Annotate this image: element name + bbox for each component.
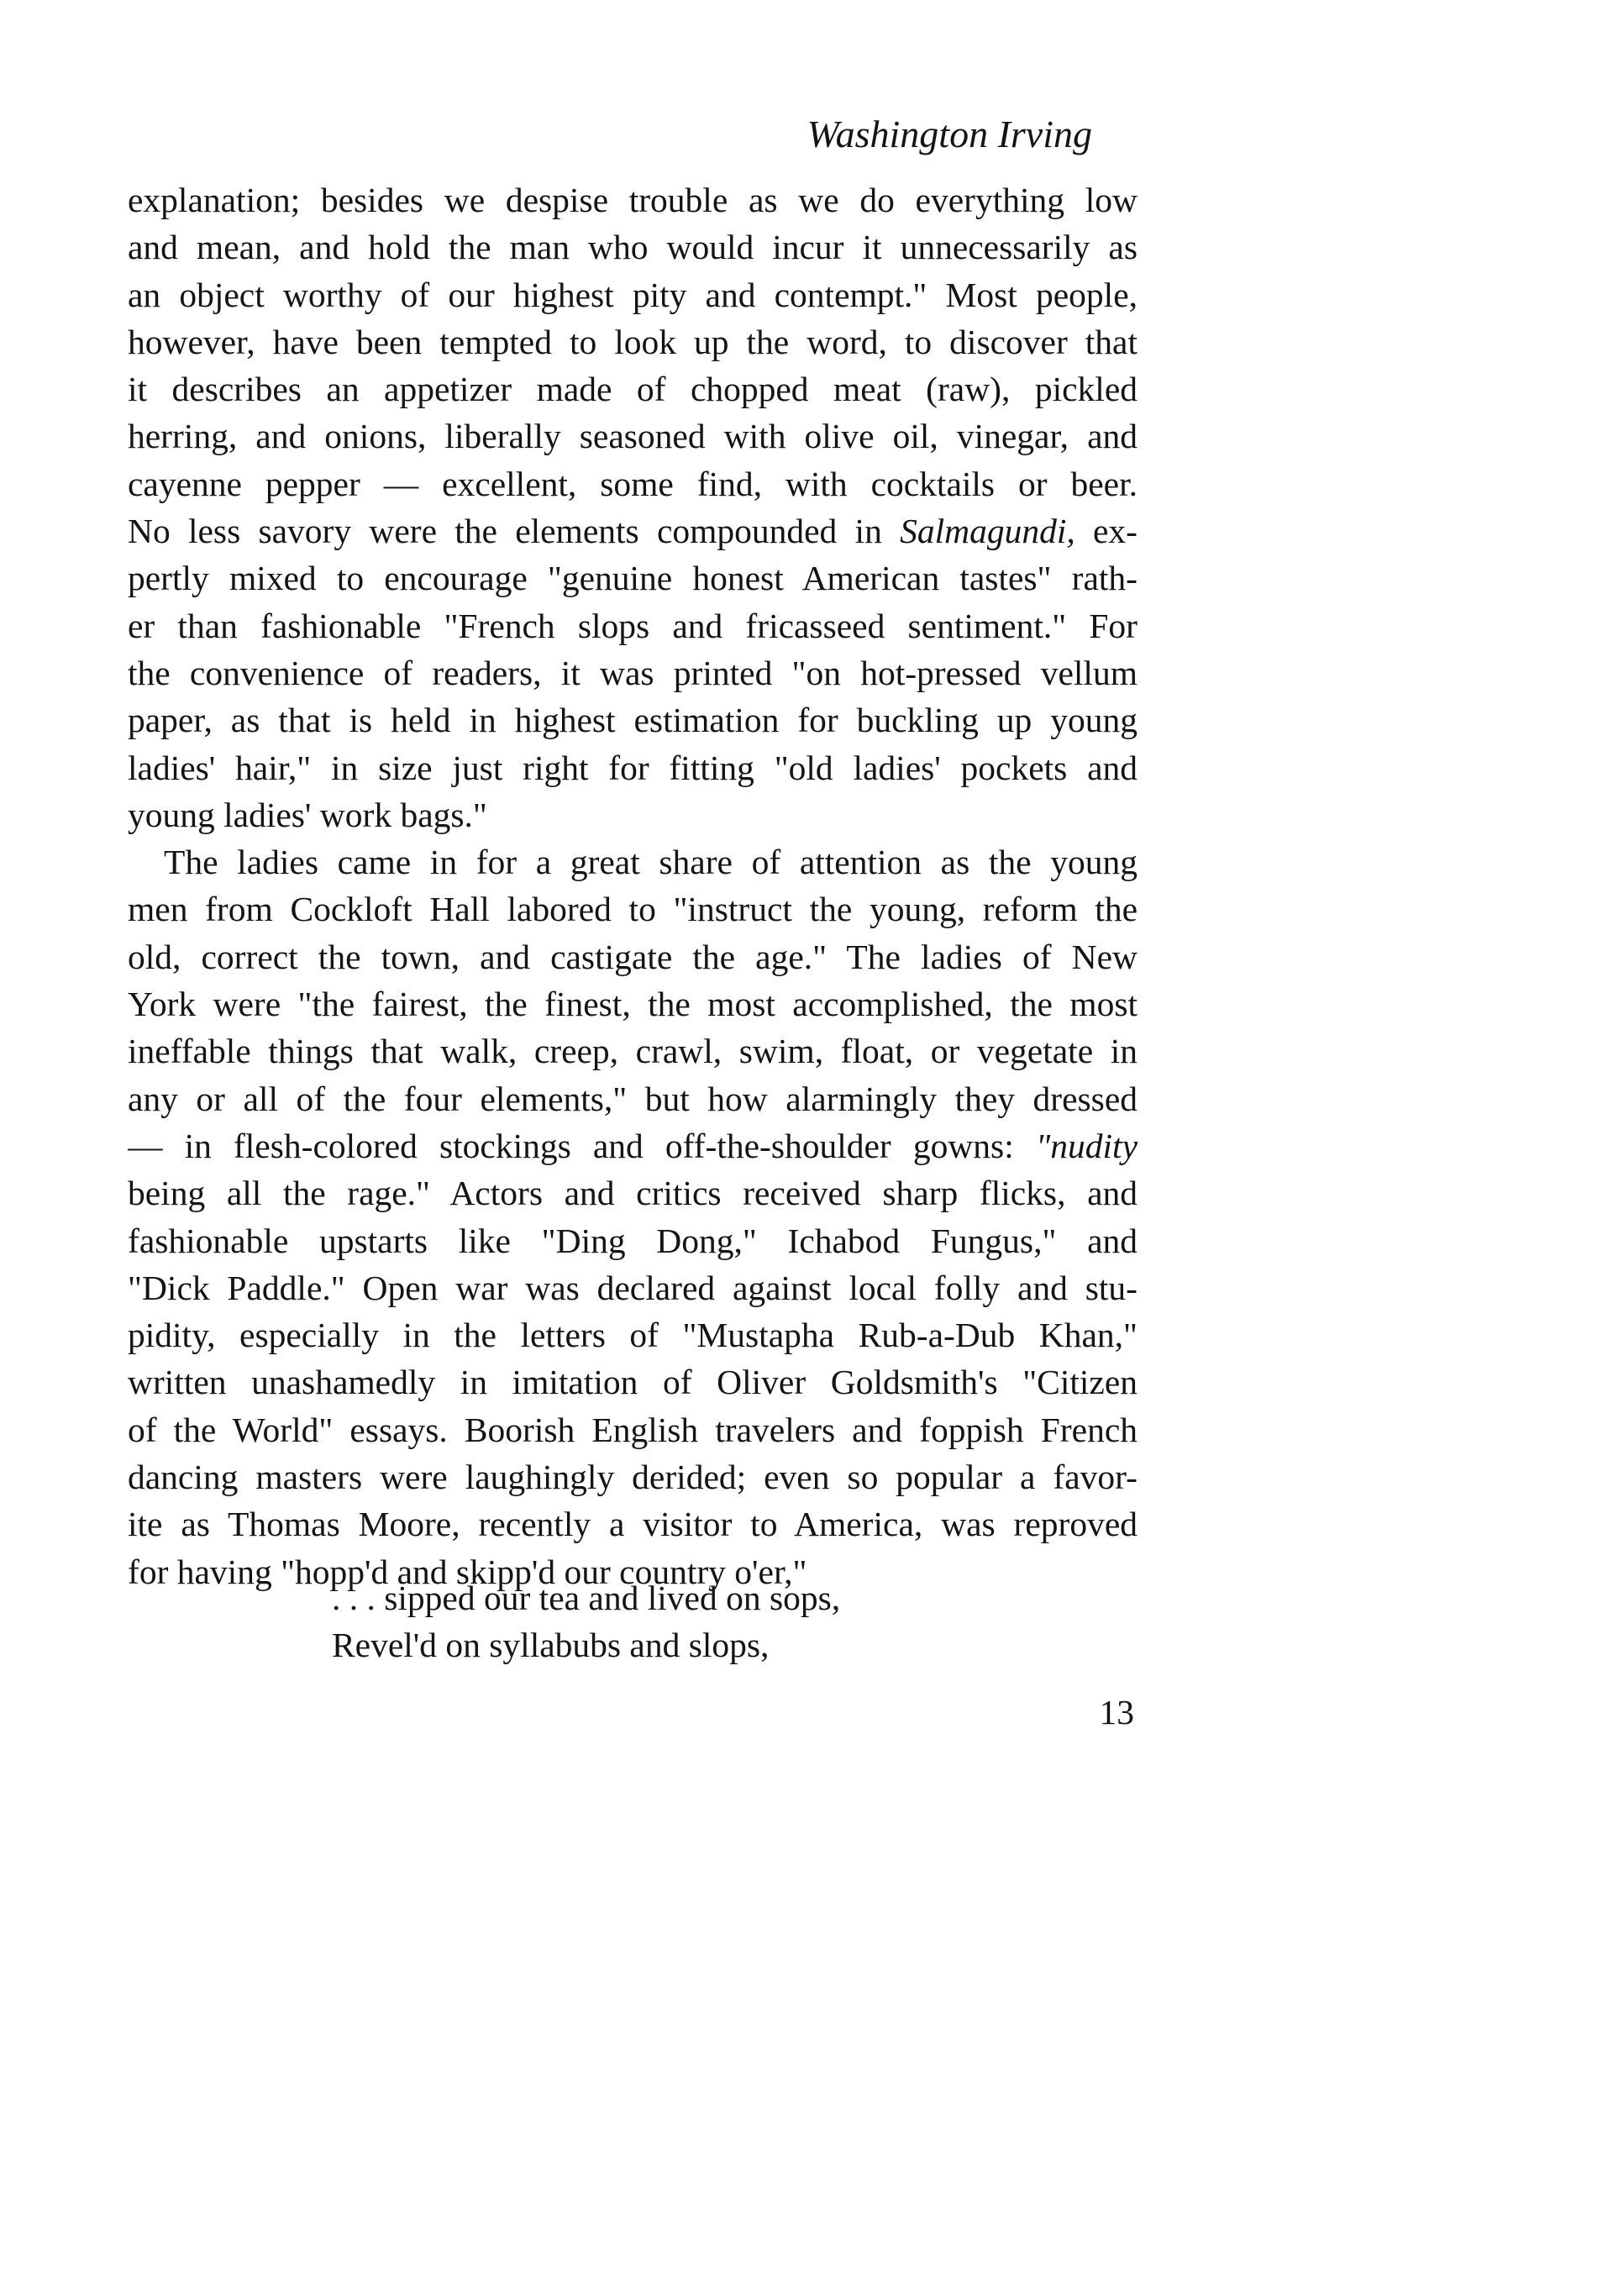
text-line: The ladies came in for a great share of attention as the young bbox=[164, 843, 1138, 882]
text-line-end: ex- bbox=[1074, 512, 1138, 551]
body-text bbox=[128, 176, 1138, 1595]
text-line: explanation; besides we despise trouble as we do everything low bbox=[128, 181, 1138, 219]
verse-line: . . . sipped our tea and lived on sops, bbox=[332, 1579, 841, 1617]
text-line: men from Cockloft Hall labored to "instruct the young, reform the bbox=[128, 890, 1138, 929]
text-line: herring, and onions, liberally seasoned with olive oil, vinegar, and bbox=[128, 417, 1138, 456]
text-line: written unashamedly in imitation of Oliver Goldsmith's "Citizen bbox=[128, 1363, 1138, 1402]
italic-title: Salmagundi, bbox=[900, 512, 1075, 551]
text-line: pertly mixed to encourage "genuine honest American tastes" rath- bbox=[128, 559, 1138, 598]
text-line: er than fashionable "French slops and fricasseed sentiment." For bbox=[128, 606, 1138, 645]
text-line: "Dick Paddle." Open war was declared against local folly and stu- bbox=[128, 1268, 1138, 1307]
text-line: cayenne pepper — excellent, some find, with cocktails or beer. bbox=[128, 464, 1138, 503]
text-line: ineffable things that walk, creep, crawl, swim, float, or vegetate in bbox=[128, 1032, 1138, 1071]
text-line: pidity, especially in the letters of "Mustapha Rub-a-Dub Khan," bbox=[128, 1316, 1138, 1355]
text-line: York were "the fairest, the finest, the most accomplished, the most bbox=[128, 985, 1138, 1024]
text-line: ladies' hair," in size just right for fitting "old ladies' pockets and bbox=[128, 748, 1138, 787]
text-line: the convenience of readers, it was printed "on hot-pressed vellum bbox=[128, 653, 1138, 692]
text-line: fashionable upstarts like "Ding Dong," Ichabod Fungus," and bbox=[128, 1221, 1138, 1260]
text-line bbox=[128, 1122, 1138, 1169]
verse-quotation bbox=[332, 1574, 840, 1669]
text-line: and mean, and hold the man who would incur it unnecessarily as bbox=[128, 228, 1138, 267]
text-line: being all the rage." Actors and critics received sharp flicks, and bbox=[128, 1174, 1138, 1213]
verse-line: Revel'd on syllabubs and slops, bbox=[332, 1626, 770, 1665]
text-line: old, correct the town, and castigate the age." The ladies of New bbox=[128, 937, 1138, 976]
text-line-start: — in flesh-colored stockings and off-the-shoulder gowns: bbox=[128, 1126, 1014, 1165]
text-line: an object worthy of our highest pity and contempt." Most people, bbox=[128, 275, 1138, 314]
page-number: 13 bbox=[1099, 1693, 1134, 1731]
text-line: however, have been tempted to look up the word, to discover that bbox=[128, 322, 1138, 361]
text-line-start: No less savory were the elements compounded in bbox=[128, 512, 882, 551]
text-line: of the World" essays. Boorish English travelers and foppish French bbox=[128, 1410, 1138, 1449]
running-head: Washington Irving bbox=[806, 113, 1092, 155]
text-line: it describes an appetizer made of chopped meat (raw), pickled bbox=[128, 370, 1138, 409]
text-line bbox=[128, 507, 1138, 554]
text-line: ite as Thomas Moore, recently a visitor to America, was reproved bbox=[128, 1505, 1138, 1544]
text-line: any or all of the four elements," but how alarmingly they dressed bbox=[128, 1079, 1138, 1118]
italic-word: "nudity bbox=[1035, 1126, 1138, 1165]
text-line: paper, as that is held in highest estimation for buckling up young bbox=[128, 701, 1138, 740]
text-line: for having "hopp'd and skipp'd our country o'er," bbox=[128, 1552, 807, 1591]
text-line: young ladies' work bags." bbox=[128, 795, 487, 834]
text-line: dancing masters were laughingly derided; even so popular a favor- bbox=[128, 1458, 1138, 1497]
